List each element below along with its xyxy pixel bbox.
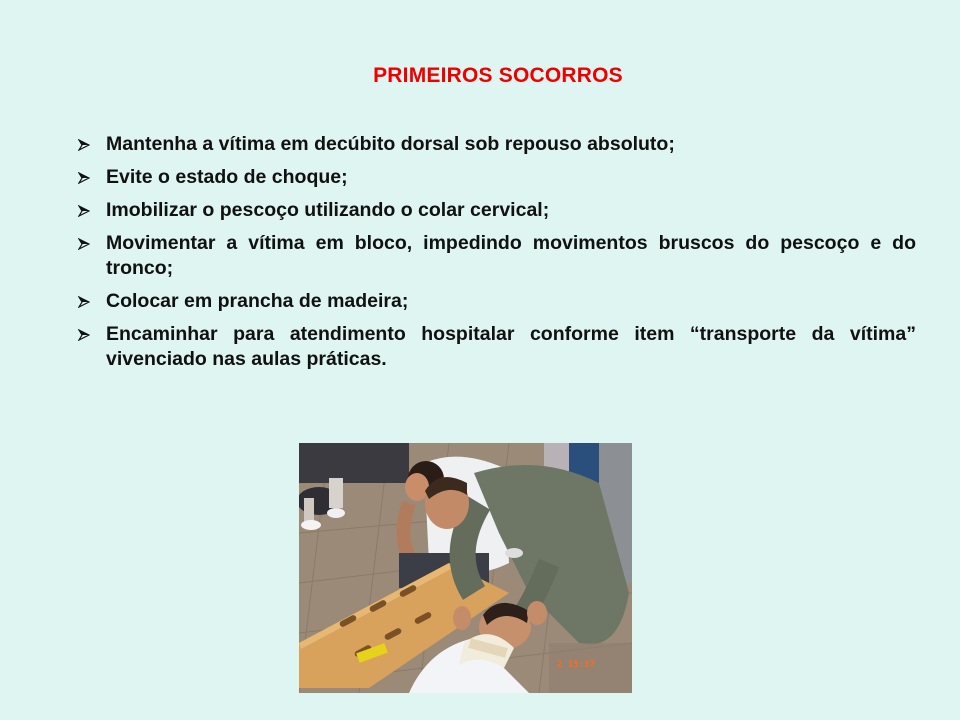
bullet-text: Movimentar a vítima em bloco, impedindo movimentos bruscos do pescoço e do tronco; <box>106 232 916 279</box>
bullet-text: Colocar em prancha de madeira; <box>106 290 409 312</box>
bullet-text: Mantenha a vítima em decúbito dorsal sob repouso absoluto; <box>106 133 675 155</box>
bullet-text: Evite o estado de choque; <box>106 166 348 188</box>
bullet-text: Imobilizar o pescoço utilizando o colar cervical; <box>106 199 550 221</box>
bullet-item <box>78 322 916 372</box>
photo-illustration <box>299 443 632 693</box>
bullet-item <box>78 132 916 157</box>
arrowhead-bullet-icon <box>78 172 90 184</box>
bullet-item <box>78 165 916 190</box>
arrowhead-bullet-icon <box>78 139 90 151</box>
arrowhead-bullet-icon <box>78 205 90 217</box>
bullet-item <box>78 231 916 281</box>
slide-title: PRIMEIROS SOCORROS <box>373 64 623 87</box>
bullet-list <box>78 132 916 380</box>
bullet-text: Encaminhar para atendimento hospitalar conforme item “transporte da vítima” vivenciado nas aulas práticas. <box>106 323 916 370</box>
photo-timestamp: 2 15:37 <box>557 660 595 670</box>
arrowhead-bullet-icon <box>78 238 90 250</box>
arrowhead-bullet-icon <box>78 296 90 308</box>
bullet-item <box>78 289 916 314</box>
bullet-item <box>78 198 916 223</box>
first-aid-photo <box>299 443 632 693</box>
arrowhead-bullet-icon <box>78 329 90 341</box>
